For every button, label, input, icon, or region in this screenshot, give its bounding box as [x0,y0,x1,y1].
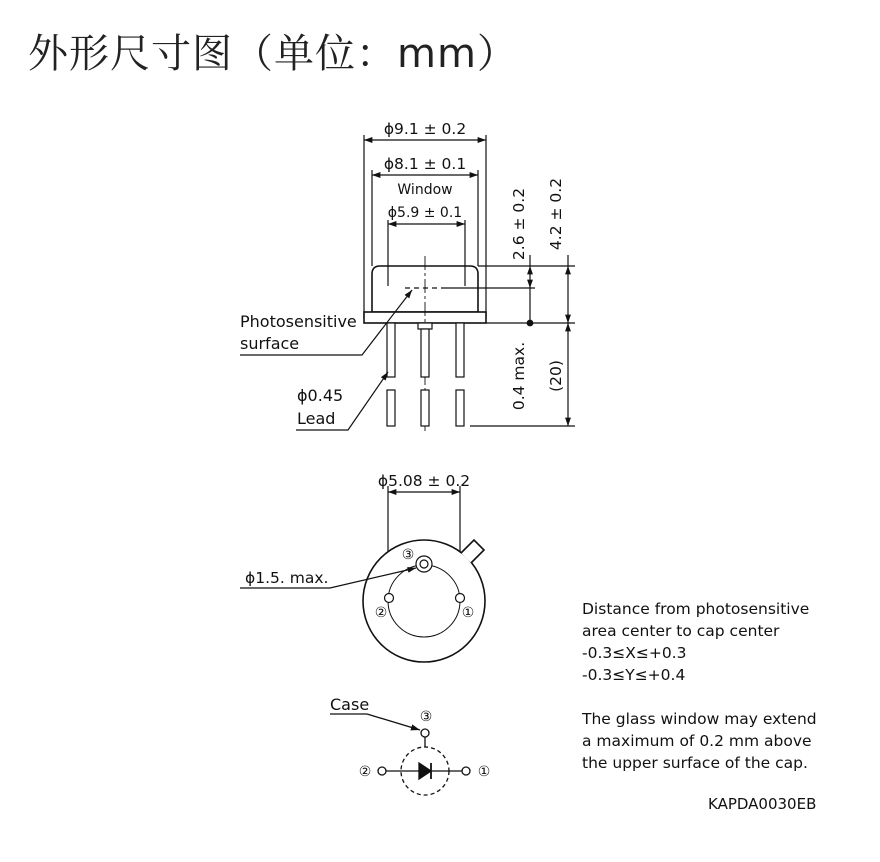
note-line: a maximum of 0.2 mm above [582,732,812,750]
leader-case [367,714,420,730]
dim-lead-length-label: (20) [547,360,565,392]
pin-1-hole [456,594,465,603]
photosensitive-label-1: Photosensitive [240,312,357,331]
terminal-1 [462,767,470,775]
drawing-code: KAPDA0030EB [708,795,817,813]
lead-right-end [456,390,464,426]
pin-3-inner [420,560,428,568]
lead-diameter-label: ϕ0.45 [297,386,344,405]
pin-2-label: ② [374,605,388,621]
dim-pin-max-label: ϕ1.5. max. [245,569,329,587]
dim-cap-label: ϕ8.1 ± 0.1 [383,155,467,173]
pin-2-hole [385,594,394,603]
lead-left-end [387,390,395,426]
lead-right [456,323,464,377]
case-label: Case [330,695,370,714]
dim-window-height-label: 2.6 ± 0.2 [510,187,528,261]
photosensitive-label-2: surface [240,334,300,353]
dim-point [527,320,533,326]
distance-note [582,598,809,686]
pin-1-label: ① [461,605,475,621]
dim-window-label: ϕ5.9 ± 0.1 [387,205,463,221]
dim-pin-circle-label: ϕ5.08 ± 0.2 [377,472,471,490]
schematic-symbol [330,714,470,795]
schem-pin-3-label: ③ [419,709,433,725]
lead-center [421,329,429,377]
dim-flange-label: 0.4 max. [510,341,528,411]
lead-center-end [421,390,429,426]
pin-3-label: ③ [401,547,415,563]
note-line: The glass window may extend [582,710,817,728]
note-line: -0.3≤Y≤+0.4 [582,666,686,684]
glass-seal [418,323,432,329]
dim-outer-label: ϕ9.1 ± 0.2 [383,120,467,138]
dim-total-height-label: 4.2 ± 0.2 [547,177,565,251]
schem-pin-2-label: ② [358,764,372,780]
note-line: area center to cap center [582,622,780,640]
terminal-2 [378,767,386,775]
note-line: the upper surface of the cap. [582,754,808,772]
page-title: 外形尺寸图（单位：mm） [28,31,518,77]
case-terminal [421,729,429,737]
lead-left [387,323,395,377]
note-line: Distance from photosensitive [582,600,810,618]
note-line: -0.3≤X≤+0.3 [582,644,687,662]
schem-pin-1-label: ① [477,764,491,780]
lead-label: Lead [297,409,336,428]
window-label: Window [397,182,453,198]
glass-window-note [582,708,817,774]
diode-triangle [419,763,431,779]
